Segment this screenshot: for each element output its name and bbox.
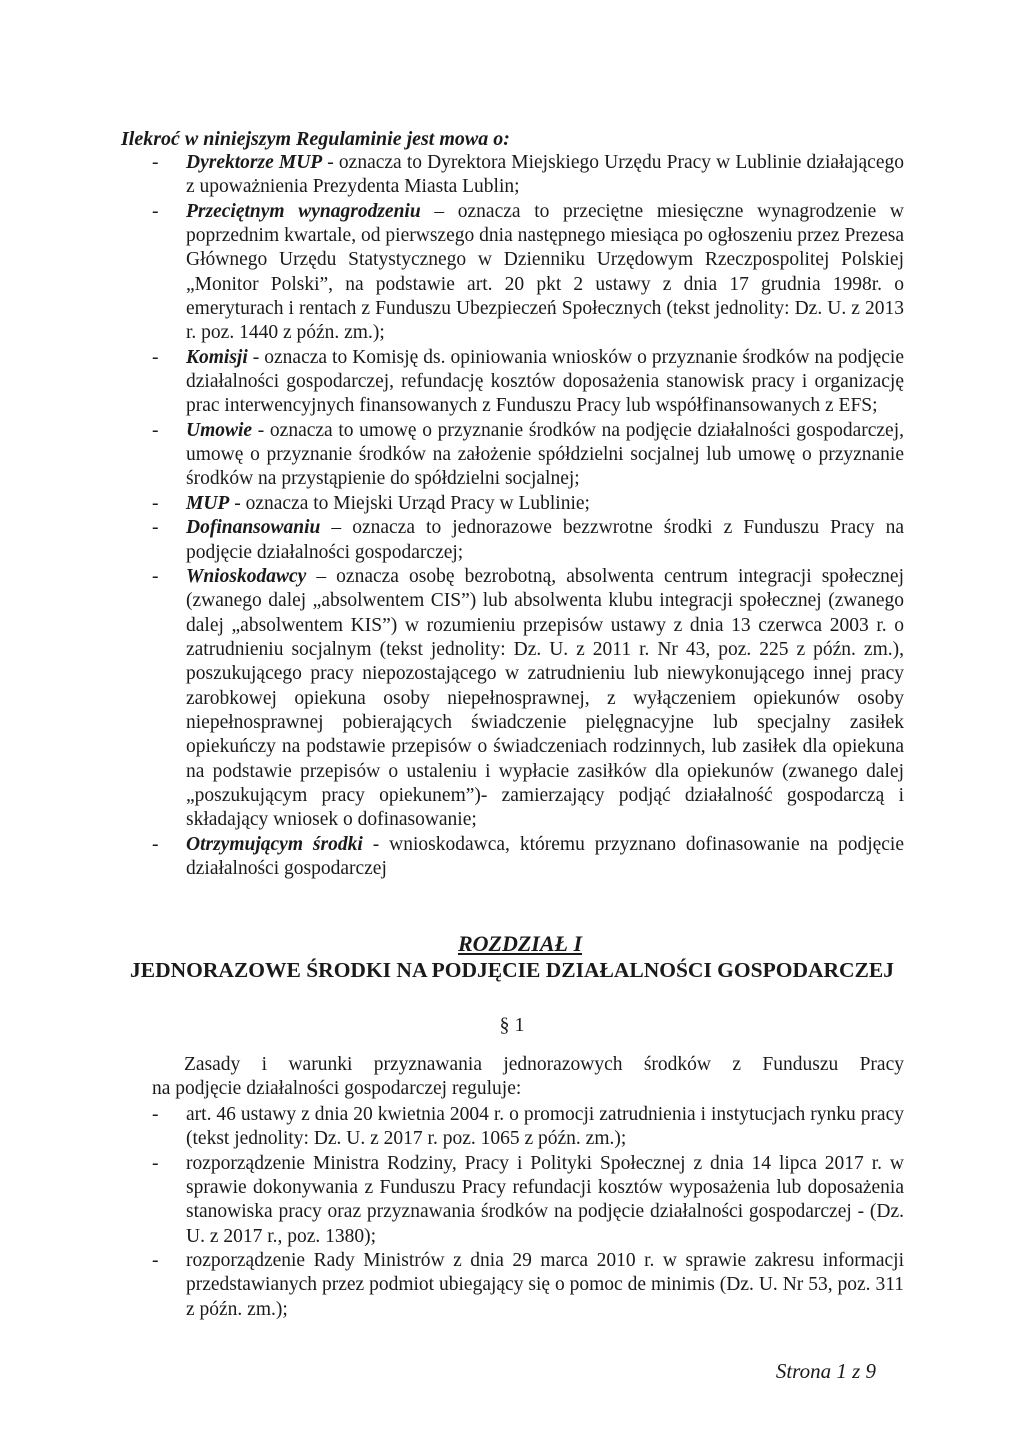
bullet-dash: - <box>152 1104 159 1125</box>
bullet-dash: - <box>152 833 159 855</box>
regulation-item <box>152 1249 904 1322</box>
bullet-dash: - <box>152 517 159 539</box>
definition-text: – oznacza to przeciętne miesięczne wynagrodzenie w poprzednim kwartale, od pierwszego dnia następnego miesiąca po ogłoszeniu przez Prezesa Głównego Urzędu Statystycznego w Dzienniku Urzędowym Rzeczpospolitej Polskiej „Monitor Polski”, na podstawie art. 20 pkt 2 ustawy z dnia 17 grudnia 1998r. o emeryturach i rentach z Funduszu Ubezpieczeń Społecznych (tekst jednolity: Dz. U. z 2013 r. poz. 1440 z późn. zm.); <box>186 200 904 344</box>
definition-text: - oznacza to Miejski Urząd Pracy w Lublinie; <box>229 492 590 514</box>
bullet-dash: - <box>152 346 159 368</box>
definition-term: Umowie <box>186 419 253 441</box>
bullet-dash: - <box>152 492 159 514</box>
definition-term: Otrzymującym środki <box>186 833 363 855</box>
section-mark: § 1 <box>499 1014 525 1036</box>
intro-heading: Ilekroć w niniejszym Regulaminie jest mowa o: <box>121 128 510 150</box>
page-number: Strona 1 z 9 <box>775 1359 876 1383</box>
bullet-dash: - <box>152 1152 159 1174</box>
definition-item <box>152 565 904 833</box>
definition-term: Przeciętnym wynagrodzeniu <box>186 200 421 222</box>
definition-term: MUP <box>186 492 230 514</box>
definitions-list <box>152 151 904 881</box>
paragraph-first-line: Zasady i warunki przyznawania jednorazowych środków z Funduszu Pracy <box>184 1054 904 1075</box>
definition-item <box>152 492 904 516</box>
regulation-text: rozporządzenie Rady Ministrów z dnia 29 marca 2010 r. w sprawie zakresu informacji przedstawianych przez podmiot ubiegający się o pomoc de minimis (Dz. U. Nr 53, poz. 311 z późn. zm.); <box>186 1250 904 1320</box>
chapter-number: ROZDZIAŁ I <box>457 931 583 956</box>
definition-term: Komisji <box>186 346 248 368</box>
bullet-dash: - <box>152 152 159 173</box>
definition-text: - oznacza to Komisję ds. opiniowania wniosków o przyznanie środków na podjęcie działalności gospodarczej, refundację kosztów doposażenia stanowisk pracy i organizację prac interwencyjnych finansowanych z Funduszu Pracy lub współfinansowanych z EFS; <box>186 346 904 417</box>
bullet-dash: - <box>152 565 159 587</box>
definition-text: – oznacza to jednorazowe bezzwrotne środki z Funduszu Pracy na podjęcie działalności gospodarczej; <box>186 517 904 563</box>
bullet-dash: - <box>152 419 159 441</box>
bullet-dash: - <box>152 1250 159 1272</box>
definition-text: – oznacza osobę bezrobotną, absolwenta centrum integracji społecznej (zwanego dalej „absolwentem CIS”) lub absolwenta klubu integracji społecznej (zwanego dalej „absolwentem KIS”) w rozumieniu przepisów ustawy z dnia 13 czerwca 2003 r. o zatrudnieniu socjalnym (tekst jednolity: Dz. U. z 2011 r. Nr 43, poz. 225 z późn. zm.), poszukującego pracy niepozostającego w zatrudnieniu lub niewykonującego innej pracy zarobkowej opiekuna osoby niepełnosprawnej, z wyłączeniem opiekunów osoby niepełnosprawnej pobierających świadczenie pielęgnacyjne lub specjalny zasiłek opiekuńczy na podstawie przepisów o świadczeniach rodzinnych, lub zasiłek dla opiekuna na podstawie przepisów o ustaleniu i wypłacie zasiłków dla opiekunów (zwanego dalej „poszukującym pracy opiekunem”)- zamierzający podjąć działalność gospodarczą i składający wniosek o dofinasowanie; <box>186 565 904 831</box>
definition-item <box>152 833 904 882</box>
regulation-text: rozporządzenie Ministra Rodziny, Pracy i Polityki Społecznej z dnia 14 lipca 2017 r. w sprawie dokonywania z Funduszu Pracy refundacji kosztów wyposażenia lub doposażenia stanowiska pracy oraz przyznawania środków na podjęcie działalności gospodarczej - (Dz. U. z 2017 r., poz. 1380); <box>186 1152 904 1247</box>
paragraph-continuation: na podjęcie działalności gospodarczej reguluje: <box>152 1078 522 1100</box>
bullet-dash: - <box>152 200 159 222</box>
definition-item <box>152 516 904 565</box>
definition-item <box>152 151 904 200</box>
definition-term: Dofinansowaniu <box>186 517 321 539</box>
definition-item <box>152 419 904 492</box>
definition-term: Wnioskodawcy <box>186 565 307 587</box>
definition-text: - oznacza to umowę o przyznanie środków na podjęcie działalności gospodarczej, umowę o przyznanie środków na założenie spółdzielni socjalnej lub umowę o przyznanie środków na przystąpienie do spółdzielni socjalnej; <box>186 419 904 490</box>
definition-term: Dyrektorze MUP <box>186 152 323 173</box>
definition-text: - wnioskodawca, któremu przyznano dofinasowanie na podjęcie działalności gospodarczej <box>186 833 904 879</box>
regulation-item <box>152 1103 904 1152</box>
section-paragraph <box>152 1053 904 1102</box>
regulations-list <box>152 1103 904 1322</box>
chapter-title: JEDNORAZOWE ŚRODKI NA PODJĘCIE DZIAŁALNOŚCI GOSPODARCZEJ <box>130 958 894 982</box>
regulation-text: art. 46 ustawy z dnia 20 kwietnia 2004 r. o promocji zatrudnienia i instytucjach rynku pracy (tekst jednolity: Dz. U. z 2017 r. poz. 1065 z późn. zm.); <box>186 1104 904 1150</box>
regulation-item <box>152 1152 904 1249</box>
definition-text: - oznacza to Dyrektora Miejskiego Urzędu Pracy w Lublinie działającego z upoważnienia Prezydenta Miasta Lublin; <box>186 152 904 198</box>
definition-item <box>152 346 904 419</box>
definition-item <box>152 200 904 346</box>
